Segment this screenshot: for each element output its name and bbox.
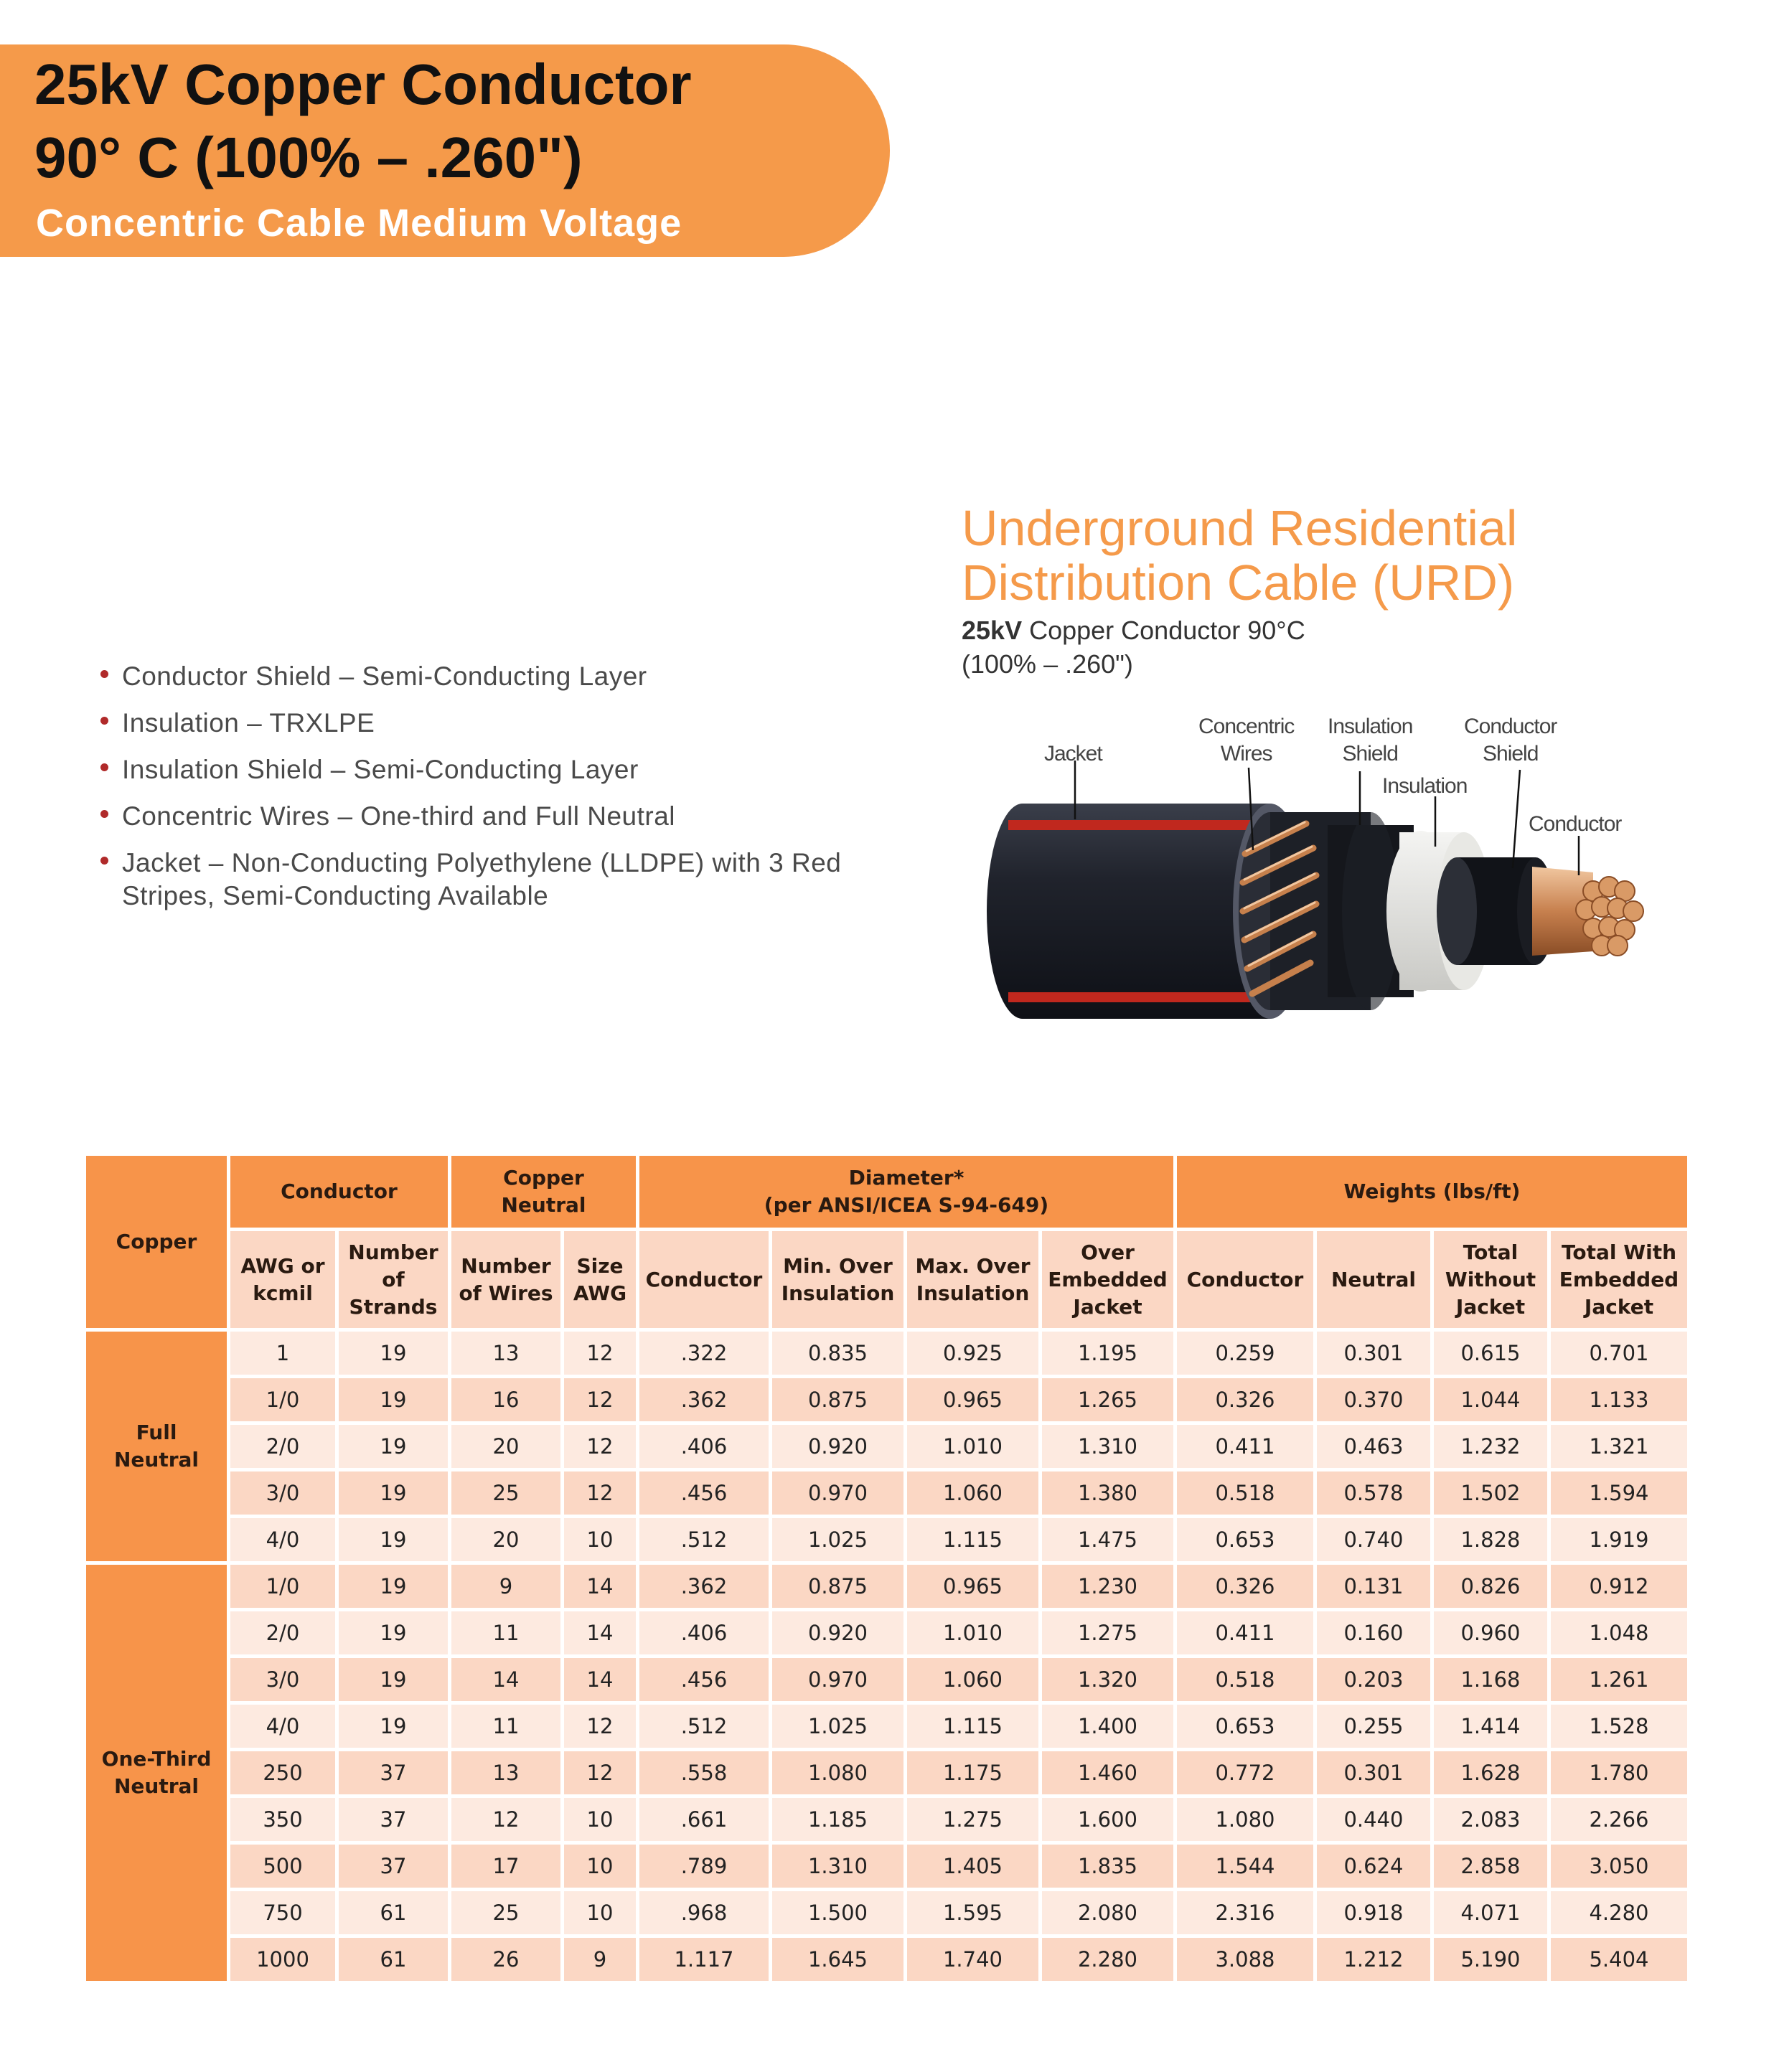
table-row <box>86 1891 1687 1934</box>
table-cell: 16 <box>451 1378 560 1421</box>
feature-item <box>100 800 847 833</box>
table-cell: 1/0 <box>230 1565 335 1608</box>
table-cell: 2.858 <box>1434 1845 1547 1888</box>
table-cell: 12 <box>564 1471 636 1515</box>
table-cell: 19 <box>339 1518 448 1561</box>
table-cell: 0.615 <box>1434 1332 1547 1375</box>
table-cell: 61 <box>339 1891 448 1934</box>
table-cell: 1.400 <box>1042 1705 1173 1748</box>
table-cell: 1.025 <box>772 1705 903 1748</box>
table-cell: 0.578 <box>1317 1471 1430 1515</box>
header-copper: Copper <box>86 1156 227 1328</box>
table-cell: 20 <box>451 1425 560 1468</box>
table-cell: 14 <box>564 1565 636 1608</box>
table-cell: 1.594 <box>1551 1471 1687 1515</box>
table-cell: .512 <box>639 1518 769 1561</box>
table-cell: 9 <box>564 1938 636 1981</box>
group-label: One-Third Neutral <box>86 1565 227 1981</box>
table-cell: 3/0 <box>230 1658 335 1701</box>
table-cell: 12 <box>564 1751 636 1794</box>
table-cell: 5.404 <box>1551 1938 1687 1981</box>
bullet-icon <box>100 763 108 771</box>
table-cell: 13 <box>451 1332 560 1375</box>
table-cell: 1.168 <box>1434 1658 1547 1701</box>
table-cell: 1.060 <box>907 1471 1038 1515</box>
table-cell: 1.414 <box>1434 1705 1547 1748</box>
table-cell: 0.653 <box>1177 1705 1313 1748</box>
table-cell: 1.310 <box>1042 1425 1173 1468</box>
table-cell: .661 <box>639 1798 769 1841</box>
table-cell: 19 <box>339 1471 448 1515</box>
table-cell: 1.310 <box>772 1845 903 1888</box>
table-cell: .512 <box>639 1705 769 1748</box>
feature-item <box>100 753 847 786</box>
table-cell: 750 <box>230 1891 335 1934</box>
table-cell: 4.071 <box>1434 1891 1547 1934</box>
table-cell: .456 <box>639 1658 769 1701</box>
table-cell: 1.261 <box>1551 1658 1687 1701</box>
urd-sub-line2: (100% – .260") <box>962 649 1133 679</box>
table-cell: 1.115 <box>907 1705 1038 1748</box>
spec-table <box>83 1152 1691 1984</box>
table-cell: 0.912 <box>1551 1565 1687 1608</box>
table-cell: .968 <box>639 1891 769 1934</box>
page-title-rating: 90° C (100% – .260") <box>34 126 583 189</box>
table-cell: 10 <box>564 1845 636 1888</box>
table-cell: 12 <box>564 1332 636 1375</box>
table-cell: 1.460 <box>1042 1751 1173 1794</box>
table-cell: 1.321 <box>1551 1425 1687 1468</box>
table-cell: 2.083 <box>1434 1798 1547 1841</box>
table-cell: 1.595 <box>907 1891 1038 1934</box>
table-cell: 37 <box>339 1845 448 1888</box>
table-cell: 4/0 <box>230 1705 335 1748</box>
table-row <box>86 1425 1687 1468</box>
table-cell: 0.203 <box>1317 1658 1430 1701</box>
table-cell: 1.133 <box>1551 1378 1687 1421</box>
table-row <box>86 1705 1687 1748</box>
table-cell: 25 <box>451 1471 560 1515</box>
table-cell: 1.919 <box>1551 1518 1687 1561</box>
table-cell: 0.653 <box>1177 1518 1313 1561</box>
table-cell: 2/0 <box>230 1611 335 1654</box>
bullet-icon <box>100 670 108 678</box>
table-cell: 3.088 <box>1177 1938 1313 1981</box>
table-cell: 1.502 <box>1434 1471 1547 1515</box>
table-cell: .558 <box>639 1751 769 1794</box>
feature-list <box>100 660 847 926</box>
table-cell: 1.195 <box>1042 1332 1173 1375</box>
table-cell: 19 <box>339 1565 448 1608</box>
table-cell: 0.440 <box>1317 1798 1430 1841</box>
table-cell: 0.875 <box>772 1565 903 1608</box>
label-insulation: Insulation <box>1382 774 1468 798</box>
table-cell: 0.925 <box>907 1332 1038 1375</box>
table-cell: 19 <box>339 1332 448 1375</box>
table-cell: 1.230 <box>1042 1565 1173 1608</box>
table-cell: 19 <box>339 1658 448 1701</box>
table-cell: 0.411 <box>1177 1611 1313 1654</box>
table-cell: 500 <box>230 1845 335 1888</box>
table-cell: 13 <box>451 1751 560 1794</box>
table-row <box>86 1845 1687 1888</box>
table-cell: 1.175 <box>907 1751 1038 1794</box>
table-cell: 1.628 <box>1434 1751 1547 1794</box>
table-cell: 1.185 <box>772 1798 903 1841</box>
table-cell: 0.970 <box>772 1658 903 1701</box>
table-cell: 25 <box>451 1891 560 1934</box>
feature-text: Concentric Wires – One-third and Full Neutral <box>122 801 676 831</box>
table-cell: 0.965 <box>907 1378 1038 1421</box>
table-cell: 1.500 <box>772 1891 903 1934</box>
table-cell: 2.080 <box>1042 1891 1173 1934</box>
table-cell: 1.835 <box>1042 1845 1173 1888</box>
table-cell: 2/0 <box>230 1425 335 1468</box>
label-concentric-wires: Concentric Wires <box>1198 715 1295 766</box>
table-cell: 1.544 <box>1177 1845 1313 1888</box>
label-conductor-shield: Conductor Shield <box>1464 715 1557 766</box>
table-cell: 1.025 <box>772 1518 903 1561</box>
urd-subtitle <box>962 613 1305 681</box>
table-cell: 4.280 <box>1551 1891 1687 1934</box>
table-cell: 9 <box>451 1565 560 1608</box>
table-cell: .362 <box>639 1378 769 1421</box>
urd-voltage: 25kV <box>962 616 1023 645</box>
jacket-stripe-top <box>1008 820 1274 830</box>
table-cell: 1.080 <box>772 1751 903 1794</box>
table-cell: 10 <box>564 1891 636 1934</box>
column-header: AWG or kcmil <box>230 1231 335 1328</box>
table-cell: 1.060 <box>907 1658 1038 1701</box>
jacket-body <box>987 804 1270 1019</box>
urd-title <box>962 501 1679 610</box>
table-cell: 14 <box>564 1611 636 1654</box>
table-cell: 0.965 <box>907 1565 1038 1608</box>
table-cell: 250 <box>230 1751 335 1794</box>
table-cell: 0.326 <box>1177 1378 1313 1421</box>
table-row <box>86 1938 1687 1981</box>
table-cell: 61 <box>339 1938 448 1981</box>
table-cell: 1.010 <box>907 1425 1038 1468</box>
table-cell: 0.259 <box>1177 1332 1313 1375</box>
column-header: Number of Wires <box>451 1231 560 1328</box>
table-row <box>86 1611 1687 1654</box>
urd-title-line1: Underground Residential <box>962 500 1518 556</box>
table-cell: 19 <box>339 1425 448 1468</box>
urd-title-line2: Distribution Cable (URD) <box>962 555 1515 611</box>
column-header: Total With Embedded Jacket <box>1551 1231 1687 1328</box>
table-cell: 0.875 <box>772 1378 903 1421</box>
header-conductor: Conductor <box>230 1156 448 1228</box>
table-cell: 26 <box>451 1938 560 1981</box>
table-cell: 1.265 <box>1042 1378 1173 1421</box>
table-cell: 0.772 <box>1177 1751 1313 1794</box>
table-cell: 0.624 <box>1317 1845 1430 1888</box>
table-cell: 3/0 <box>230 1471 335 1515</box>
table-row <box>86 1658 1687 1701</box>
table-cell: 0.835 <box>772 1332 903 1375</box>
table-cell: 0.255 <box>1317 1705 1430 1748</box>
table-cell: 14 <box>451 1658 560 1701</box>
table-cell: 19 <box>339 1378 448 1421</box>
jacket-stripe-bottom <box>1008 992 1274 1002</box>
table-cell: .456 <box>639 1471 769 1515</box>
table-cell: 3.050 <box>1551 1845 1687 1888</box>
label-jacket: Jacket <box>1044 742 1102 766</box>
column-header: Conductor <box>639 1231 769 1328</box>
table-row <box>86 1332 1687 1375</box>
table-cell: 0.826 <box>1434 1565 1547 1608</box>
column-header: Neutral <box>1317 1231 1430 1328</box>
table-cell: 12 <box>564 1378 636 1421</box>
table-row <box>86 1518 1687 1561</box>
table-cell: 0.518 <box>1177 1471 1313 1515</box>
table-cell: 1.600 <box>1042 1798 1173 1841</box>
table-cell: 1.528 <box>1551 1705 1687 1748</box>
table-cell: 1.645 <box>772 1938 903 1981</box>
column-header: Number of Strands <box>339 1231 448 1328</box>
table-cell: 1.320 <box>1042 1658 1173 1701</box>
table-cell: 2.280 <box>1042 1938 1173 1981</box>
table-cell: 2.316 <box>1177 1891 1313 1934</box>
header-weights: Weights (lbs/ft) <box>1177 1156 1687 1228</box>
column-header: Conductor <box>1177 1231 1313 1328</box>
table-row <box>86 1798 1687 1841</box>
table-cell: 20 <box>451 1518 560 1561</box>
table-cell: 1.780 <box>1551 1751 1687 1794</box>
urd-sub-text: Copper Conductor 90°C <box>1022 616 1305 645</box>
table-cell: 2.266 <box>1551 1798 1687 1841</box>
table-cell: 1.080 <box>1177 1798 1313 1841</box>
table-cell: .406 <box>639 1611 769 1654</box>
table-cell: 11 <box>451 1611 560 1654</box>
feature-text: Jacket – Non-Conducting Polyethylene (LLDPE) with 3 Red Stripes, Semi-Conducting Available <box>122 848 842 910</box>
table-cell: 0.301 <box>1317 1332 1430 1375</box>
header-copper-neutral: Copper Neutral <box>451 1156 636 1228</box>
table-cell: 12 <box>564 1705 636 1748</box>
table-cell: .362 <box>639 1565 769 1608</box>
page-subtitle: Concentric Cable Medium Voltage <box>36 202 682 245</box>
table-cell: 0.326 <box>1177 1565 1313 1608</box>
table-row <box>86 1378 1687 1421</box>
table-cell: 0.920 <box>772 1611 903 1654</box>
table-cell: 1000 <box>230 1938 335 1981</box>
table-cell: 350 <box>230 1798 335 1841</box>
table-cell: 1/0 <box>230 1378 335 1421</box>
table-cell: 0.740 <box>1317 1518 1430 1561</box>
table-cell: 0.970 <box>772 1471 903 1515</box>
table-cell: 0.918 <box>1317 1891 1430 1934</box>
header-banner <box>0 44 890 257</box>
feature-item <box>100 707 847 740</box>
table-cell: 14 <box>564 1658 636 1701</box>
table-cell: 0.960 <box>1434 1611 1547 1654</box>
table-cell: 0.301 <box>1317 1751 1430 1794</box>
table-row <box>86 1565 1687 1608</box>
table-cell: 1.828 <box>1434 1518 1547 1561</box>
table-cell: 1.405 <box>907 1845 1038 1888</box>
column-header: Over Embedded Jacket <box>1042 1231 1173 1328</box>
table-cell: 0.701 <box>1551 1332 1687 1375</box>
table-cell: 19 <box>339 1705 448 1748</box>
table-cell: 1.475 <box>1042 1518 1173 1561</box>
table-cell: 37 <box>339 1798 448 1841</box>
table-cell: 1 <box>230 1332 335 1375</box>
table-cell: 1.117 <box>639 1938 769 1981</box>
feature-text: Conductor Shield – Semi-Conducting Layer <box>122 661 647 691</box>
table-cell: 11 <box>451 1705 560 1748</box>
table-cell: .789 <box>639 1845 769 1888</box>
table-cell: 10 <box>564 1798 636 1841</box>
table-cell: 1.115 <box>907 1518 1038 1561</box>
table-cell: 5.190 <box>1434 1938 1547 1981</box>
feature-text: Insulation Shield – Semi-Conducting Layer <box>122 755 639 784</box>
table-cell: 12 <box>564 1425 636 1468</box>
table-row <box>86 1471 1687 1515</box>
group-label: Full Neutral <box>86 1332 227 1561</box>
table-cell: 1.232 <box>1434 1425 1547 1468</box>
bullet-icon <box>100 717 108 725</box>
table-cell: 1.380 <box>1042 1471 1173 1515</box>
label-insulation-shield: Insulation Shield <box>1328 715 1413 766</box>
table-cell: 1.212 <box>1317 1938 1430 1981</box>
feature-text: Insulation – TRXLPE <box>122 708 375 738</box>
label-conductor: Conductor <box>1529 812 1622 836</box>
table-cell: 10 <box>564 1518 636 1561</box>
table-cell: 0.370 <box>1317 1378 1430 1421</box>
table-cell: 0.131 <box>1317 1565 1430 1608</box>
table-cell: 0.920 <box>772 1425 903 1468</box>
table-cell: 12 <box>451 1798 560 1841</box>
table-cell: 1.275 <box>907 1798 1038 1841</box>
table-cell: 0.160 <box>1317 1611 1430 1654</box>
bullet-icon <box>100 857 108 865</box>
column-header: Total Without Jacket <box>1434 1231 1547 1328</box>
table-cell: 17 <box>451 1845 560 1888</box>
table-cell: 1.740 <box>907 1938 1038 1981</box>
table-cell: 37 <box>339 1751 448 1794</box>
table-cell: 4/0 <box>230 1518 335 1561</box>
table-row <box>86 1751 1687 1794</box>
table-cell: 0.463 <box>1317 1425 1430 1468</box>
column-header: Max. Over Insulation <box>907 1231 1038 1328</box>
bullet-icon <box>100 810 108 818</box>
cable-diagram <box>962 703 1651 1047</box>
feature-item <box>100 660 847 693</box>
table-cell: 0.518 <box>1177 1658 1313 1701</box>
table-cell: .406 <box>639 1425 769 1468</box>
column-header: Min. Over Insulation <box>772 1231 903 1328</box>
table-cell: 0.411 <box>1177 1425 1313 1468</box>
table-cell: 19 <box>339 1611 448 1654</box>
column-header: Size AWG <box>564 1231 636 1328</box>
page-title: 25kV Copper Conductor <box>34 52 692 116</box>
table-cell: 1.275 <box>1042 1611 1173 1654</box>
table-cell: 1.010 <box>907 1611 1038 1654</box>
table-cell: 1.048 <box>1551 1611 1687 1654</box>
table-cell: 1.044 <box>1434 1378 1547 1421</box>
header-diameter: Diameter* (per ANSI/ICEA S-94-649) <box>639 1156 1173 1228</box>
table-cell: .322 <box>639 1332 769 1375</box>
feature-item <box>100 847 847 913</box>
